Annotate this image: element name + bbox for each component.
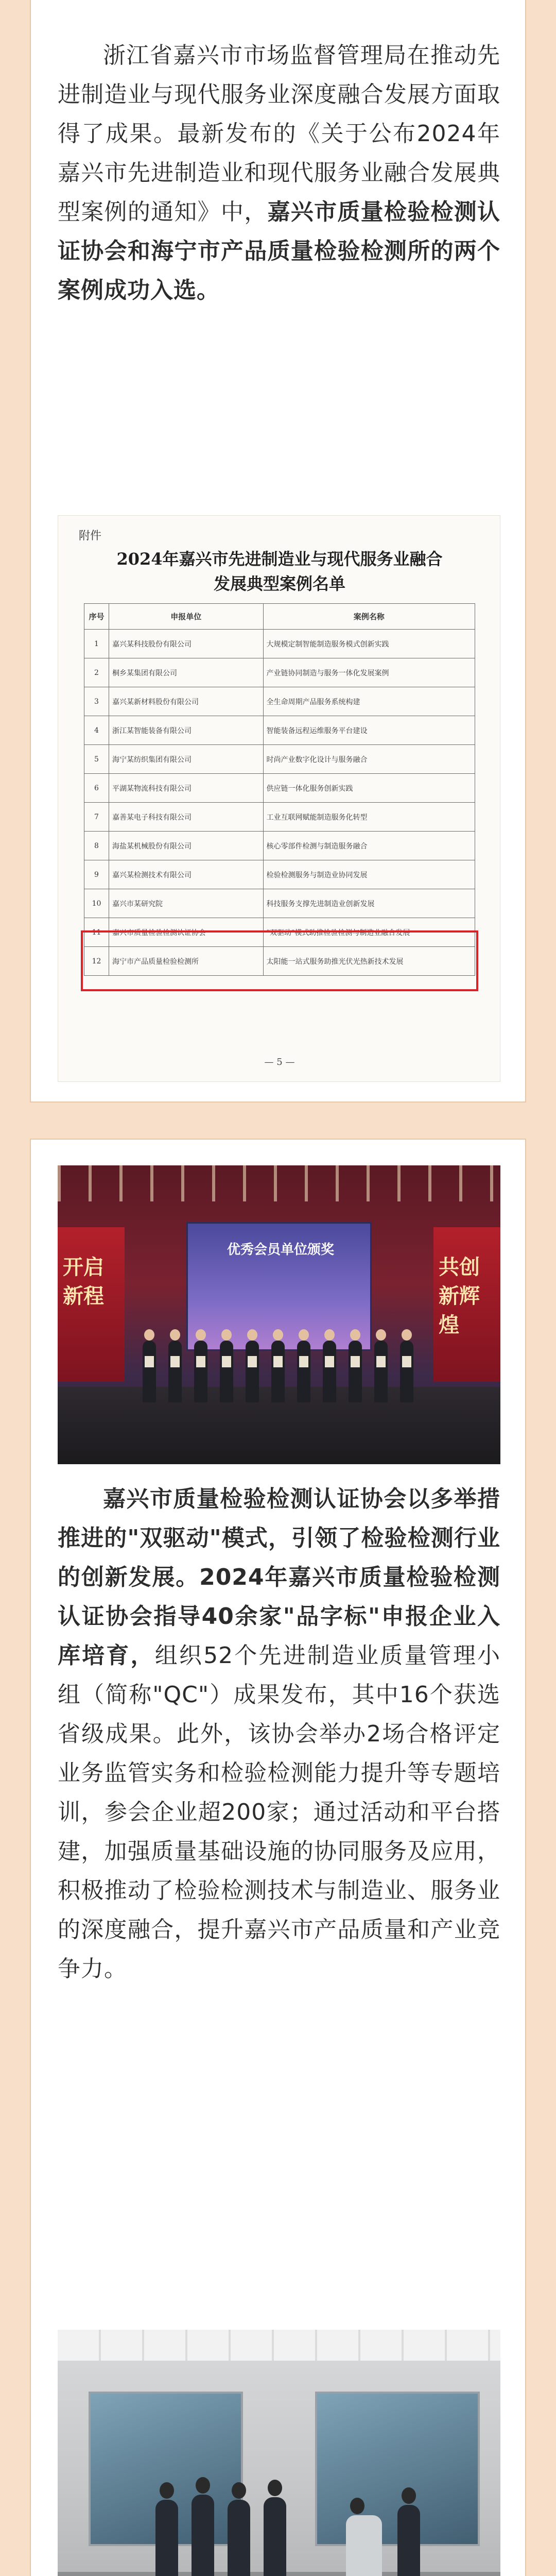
awardee-figure xyxy=(246,1341,259,1402)
intro-card xyxy=(30,0,526,1103)
awardee-figure xyxy=(297,1341,310,1402)
row-unit: 嘉兴某检测技术有限公司 xyxy=(109,860,263,889)
case-list-table xyxy=(84,603,475,976)
table-row xyxy=(84,658,475,687)
awardee-figure xyxy=(168,1341,182,1402)
row-num: 4 xyxy=(84,716,109,745)
stage-lights xyxy=(58,1165,500,1201)
row-case: "双驱动"模式助推检验检测与制造业融合发展 xyxy=(263,918,475,947)
intro-bold-text: 嘉兴市质量检验检测认证协会和海宁市产品质量检验检测所的两个案例成功入选。 xyxy=(58,199,500,303)
awardee-figure xyxy=(143,1341,156,1402)
col-num-header: 序号 xyxy=(84,604,109,630)
table-row xyxy=(84,716,475,745)
row-num: 11 xyxy=(84,918,109,947)
row-case: 产业链协同制造与服务一体化发展案例 xyxy=(263,658,475,687)
row-case: 太阳能一站式服务助推光伏光热新技术发展 xyxy=(263,947,475,976)
table-row xyxy=(84,832,475,860)
row-unit: 海盐某机械股份有限公司 xyxy=(109,832,263,860)
awardee-figure xyxy=(220,1341,233,1402)
visitor-figure xyxy=(228,2500,250,2576)
row-unit: 嘉善某电子科技有限公司 xyxy=(109,803,263,832)
table-row xyxy=(84,889,475,918)
table-header-row xyxy=(84,604,475,630)
association-bold-text: 嘉兴市质量检验检测认证协会以多举措推进的"双驱动"模式，引领了检验检测行业的创新发展。2024年嘉兴市质量检验检测认证协会指导40余家"品字标"申报企业入库培育， xyxy=(58,1486,500,1669)
row-num: 12 xyxy=(84,947,109,976)
row-case: 供应链一体化服务创新实践 xyxy=(263,774,475,803)
table-row xyxy=(84,860,475,889)
visitor-figure xyxy=(264,2497,286,2576)
left-banner xyxy=(58,1227,125,1382)
visitor-figure xyxy=(397,2505,420,2576)
association-rest-text: 组织52个先进制造业质量管理小组（简称"QC"）成果发布，其中16个获选省级成果。此外，该协会举办2场合格评定业务监管实务和检验检测能力提升等专题培训，参会企业超200家；通过活动和平台搭建，加强质量基础设施的协同服务及应用，积极推动了检验检测技术与制造业、服务业的深度融合，提升嘉兴市产品质量和产业竞争力。 xyxy=(58,1642,500,1982)
left-banner-text: 开启新程 xyxy=(63,1256,104,1308)
right-banner xyxy=(433,1227,500,1382)
solar-lab-visit-photo xyxy=(58,2330,500,2576)
row-unit: 海宁某纺织集团有限公司 xyxy=(109,745,263,774)
notice-document-image xyxy=(58,515,500,1082)
document-title xyxy=(58,547,501,596)
row-case: 核心零部件检测与制造服务融合 xyxy=(263,832,475,860)
visitor-figure xyxy=(192,2495,214,2576)
row-unit: 平湖某物流科技有限公司 xyxy=(109,774,263,803)
table-row xyxy=(84,630,475,658)
col-unit-header: 申报单位 xyxy=(109,604,263,630)
table-row xyxy=(84,687,475,716)
row-num: 2 xyxy=(84,658,109,687)
row-case: 工业互联网赋能制造服务化转型 xyxy=(263,803,475,832)
row-num: 5 xyxy=(84,745,109,774)
col-case-header: 案例名称 xyxy=(263,604,475,630)
row-unit: 嘉兴市某研究院 xyxy=(109,889,263,918)
awardee-figure xyxy=(271,1341,285,1402)
row-case: 智能装备远程运维服务平台建设 xyxy=(263,716,475,745)
row-case: 全生命周期产品服务系统构建 xyxy=(263,687,475,716)
row-case: 检验检测服务与制造业协同发展 xyxy=(263,860,475,889)
intro-lead-text: 浙江省嘉兴市市场监督管理局在推动先进制造业与现代服务业深度融合发展方面取得了成果。最新发布的《关于公布2024年嘉兴市先进制造业和现代服务业融合发展典型案例的通知》中， xyxy=(58,42,500,225)
cases-card xyxy=(30,1139,526,2576)
document-title-line2: 发展典型案例名单 xyxy=(213,574,345,594)
intro-paragraph xyxy=(58,36,500,310)
row-case: 科技服务支撑先进制造业创新发展 xyxy=(263,889,475,918)
row-unit: 海宁市产品质量检验检测所 xyxy=(109,947,263,976)
table-row xyxy=(84,745,475,774)
stage-screen-title: 优秀会员单位颁奖 xyxy=(227,1242,334,1258)
table-row xyxy=(84,774,475,803)
awardee-figure xyxy=(194,1341,207,1402)
document-page-number: — 5 — xyxy=(264,1057,295,1067)
row-case: 大规模定制智能制造服务模式创新实践 xyxy=(263,630,475,658)
row-num: 8 xyxy=(84,832,109,860)
visitor-figure xyxy=(346,2515,382,2576)
row-unit: 浙江某智能装备有限公司 xyxy=(109,716,263,745)
right-banner-text: 共创新辉煌 xyxy=(439,1256,480,1337)
row-num: 7 xyxy=(84,803,109,832)
row-num: 9 xyxy=(84,860,109,889)
row-case: 时尚产业数字化设计与服务融合 xyxy=(263,745,475,774)
row-unit: 桐乡某集团有限公司 xyxy=(109,658,263,687)
row-num: 6 xyxy=(84,774,109,803)
row-num: 10 xyxy=(84,889,109,918)
awardee-figure xyxy=(400,1341,413,1402)
row-unit: 嘉兴某科技股份有限公司 xyxy=(109,630,263,658)
awardee-figure xyxy=(374,1341,388,1402)
association-paragraph xyxy=(58,1480,500,1989)
ceiling xyxy=(58,2330,500,2361)
award-ceremony-photo xyxy=(58,1165,500,1464)
document-title-line1: 2024年嘉兴市先进制造业与现代服务业融合 xyxy=(116,549,443,569)
attachment-label: 附件 xyxy=(79,530,102,543)
row-num: 3 xyxy=(84,687,109,716)
table-row xyxy=(84,803,475,832)
visitor-figure xyxy=(155,2500,178,2576)
row-unit: 嘉兴某新材料股份有限公司 xyxy=(109,687,263,716)
awardee-figure xyxy=(323,1341,336,1402)
awardee-figure xyxy=(349,1341,362,1402)
row-num: 1 xyxy=(84,630,109,658)
row-unit: 嘉兴市质量检验检测认证协会 xyxy=(109,918,263,947)
red-highlight-box xyxy=(81,930,478,991)
